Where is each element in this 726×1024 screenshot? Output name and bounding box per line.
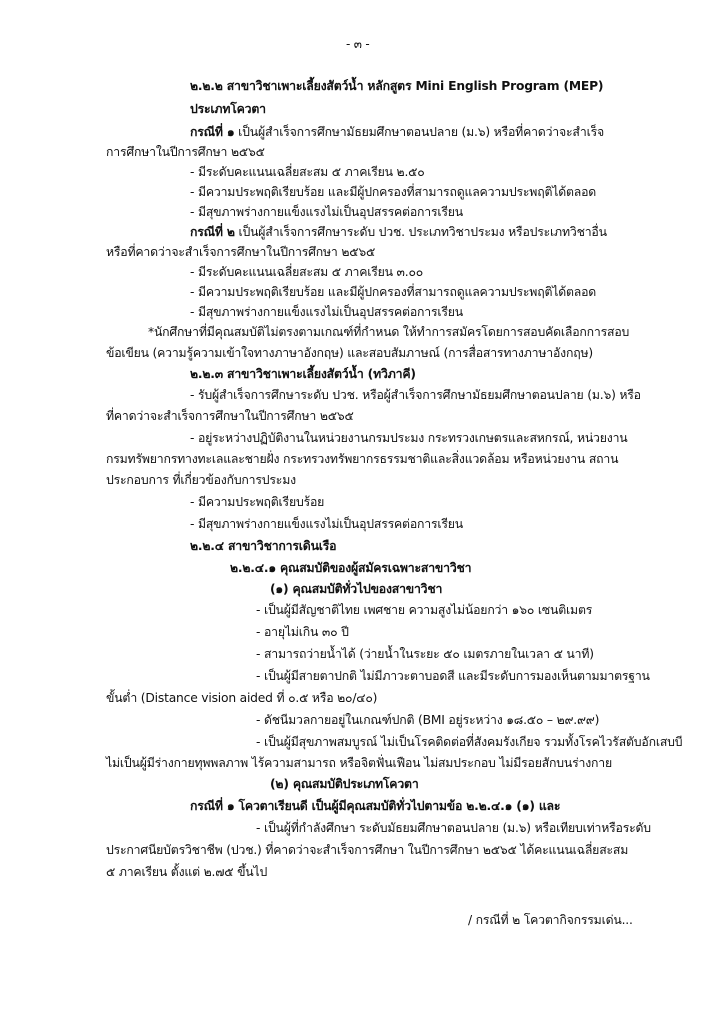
quota-case1-line: ๕ ภาคเรียน ตั้งแต่ ๒.๗๕ ขึ้นไป bbox=[106, 865, 268, 879]
case2-item: - มีสุขภาพร่างกายแข็งแรงไม่เป็นอุปสรรคต่อการเรียน bbox=[190, 305, 464, 319]
quota-case1-line: - เป็นผู้ที่กำลังศึกษา ระดับมัธยมศึกษาตอนปลาย (ม.๖) หรือเทียบเท่าหรือระดับ bbox=[256, 821, 651, 835]
case1-text: เป็นผู้สำเร็จการศึกษามัธยมศึกษาตอนปลาย (ม.๖) หรือที่คาดว่าจะสำเร็จ bbox=[234, 125, 605, 139]
s223-line: ประกอบการ ที่เกี่ยวข้องกับการประมง bbox=[106, 473, 296, 487]
general-item: - เป็นผู้มีสายตาปกติ ไม่มีภาวะตาบอดสี และมีระดับการมองเห็นตามมาตรฐาน bbox=[256, 669, 650, 683]
general-item: - อายุไม่เกิน ๓๐ ปี bbox=[256, 625, 349, 639]
continuation-note: / กรณีที่ ๒ โควตากิจกรรมเด่น... bbox=[468, 913, 633, 927]
case1-paragraph bbox=[190, 124, 604, 140]
s223-line: - มีสุขภาพร่างกายแข็งแรงไม่เป็นอุปสรรคต่อการเรียน bbox=[190, 517, 464, 531]
quota-qualifications-heading: (๒) คุณสมบัติประเภทโควตา bbox=[270, 777, 419, 791]
case1-item: - มีระดับคะแนนเฉลี่ยสะสม ๕ ภาคเรียน ๒.๕๐ bbox=[190, 165, 425, 179]
page-number: - ๓ - bbox=[346, 37, 370, 51]
case2-lead: กรณีที่ ๒ bbox=[190, 225, 235, 239]
vision-cont: ขั้นต่ำ (Distance vision aided ที่ ๐.๕ หรือ ๒๐/๔๐) bbox=[106, 691, 378, 705]
section-heading-2-2-4: ๒.๒.๔ สาขาวิชาการเดินเรือ bbox=[190, 539, 337, 553]
case2-item: - มีระดับคะแนนเฉลี่ยสะสม ๕ ภาคเรียน ๓.๐๐ bbox=[190, 265, 424, 279]
section-heading-2-2-2: ๒.๒.๒ สาขาวิชาเพาะเลี้ยงสัตว์น้ำ หลักสูตร Mini English Program (MEP) bbox=[190, 79, 604, 93]
note-line: ข้อเขียน (ความรู้ความเข้าใจทางภาษาอังกฤษ) และสอบสัมภาษณ์ (การสื่อสารทางภาษาอังกฤษ) bbox=[106, 346, 593, 360]
quota-case1-heading: กรณีที่ ๑ โควตาเรียนดี เป็นผู้มีคุณสมบัติทั่วไปตามข้อ ๒.๒.๔.๑ (๑) และ bbox=[190, 799, 561, 813]
health-item: - เป็นผู้มีสุขภาพสมบูรณ์ ไม่เป็นโรคติดต่อที่สังคมรังเกียจ รวมทั้งโรคไวรัสตับอักเสบบี bbox=[256, 735, 683, 749]
case1-text-cont: การศึกษาในปีการศึกษา ๒๕๖๕ bbox=[106, 145, 265, 159]
case1-item: - มีความประพฤติเรียบร้อย และมีผู้ปกครองที่สามารถดูแลความประพฤติได้ตลอด bbox=[190, 185, 597, 199]
case2-paragraph bbox=[190, 224, 607, 240]
general-item: - สามารถว่ายน้ำได้ (ว่ายน้ำในระยะ ๕๐ เมตรภายในเวลา ๕ นาที) bbox=[256, 647, 594, 661]
case2-item: - มีความประพฤติเรียบร้อย และมีผู้ปกครองที่สามารถดูแลความประพฤติได้ตลอด bbox=[190, 285, 597, 299]
s223-line: - มีความประพฤติเรียบร้อย bbox=[190, 495, 325, 509]
general-qualifications-heading: (๑) คุณสมบัติทั่วไปของสาขาวิชา bbox=[270, 582, 443, 596]
quota-type-label: ประเภทโควตา bbox=[190, 102, 266, 116]
note-line: *นักศึกษาที่มีคุณสมบัติไม่ตรงตามเกณฑ์ที่กำหนด ให้ทำการสมัครโดยการสอบคัดเลือกการสอบ bbox=[148, 325, 630, 339]
section-heading-2-2-3: ๒.๒.๓ สาขาวิชาเพาะเลี้ยงสัตว์น้ำ (ทวิภาคี) bbox=[190, 367, 416, 381]
s223-line: - รับผู้สำเร็จการศึกษาระดับ ปวช. หรือผู้สำเร็จการศึกษามัธยมศึกษาตอนปลาย (ม.๖) หรือ bbox=[190, 388, 641, 402]
s223-line: กรมทรัพยากรทางทะเลและชายฝั่ง กระทรวงทรัพยากรธรรมชาติและสิ่งแวดล้อม หรือหน่วยงาน สถาน bbox=[106, 452, 619, 466]
case1-lead: กรณีที่ ๑ bbox=[190, 125, 235, 139]
case2-text: เป็นผู้สำเร็จการศึกษาระดับ ปวช. ประเภทวิชาประมง หรือประเภทวิชาอื่น bbox=[234, 225, 607, 239]
quota-case1-line: ประกาศนียบัตรวิชาชีพ (ปวช.) ที่คาดว่าจะสำเร็จการศึกษา ในปีการศึกษา ๒๕๖๕ ได้คะแนนเฉลี่ยสะสม bbox=[106, 843, 629, 857]
case1-item: - มีสุขภาพร่างกายแข็งแรงไม่เป็นอุปสรรคต่อการเรียน bbox=[190, 205, 464, 219]
general-item: - เป็นผู้มีสัญชาติไทย เพศชาย ความสูงไม่น้อยกว่า ๑๖๐ เซนติเมตร bbox=[256, 603, 593, 617]
case2-text-cont: หรือที่คาดว่าจะสำเร็จการศึกษาในปีการศึกษา ๒๕๖๕ bbox=[106, 245, 376, 259]
subsection-2-2-4-1: ๒.๒.๔.๑ คุณสมบัติของผู้สมัครเฉพาะสาขาวิชา bbox=[230, 561, 472, 575]
s223-line: - อยู่ระหว่างปฏิบัติงานในหน่วยงานกรมประมง กระทรวงเกษตรและสหกรณ์, หน่วยงาน bbox=[190, 431, 628, 445]
s223-line: ที่คาดว่าจะสำเร็จการศึกษาในปีการศึกษา ๒๕๖๕ bbox=[106, 409, 354, 423]
health-cont: ไม่เป็นผู้มีร่างกายทุพพลภาพ ไร้ความสามารถ หรือจิตฟั่นเฟือน ไม่สมประกอบ ไม่มีรอยสักบนร่างกาย bbox=[106, 756, 612, 770]
bmi-item: - ดัชนีมวลกายอยู่ในเกณฑ์ปกติ (BMI อยู่ระหว่าง ๑๘.๕๐ – ๒๙.๙๙) bbox=[256, 713, 600, 727]
